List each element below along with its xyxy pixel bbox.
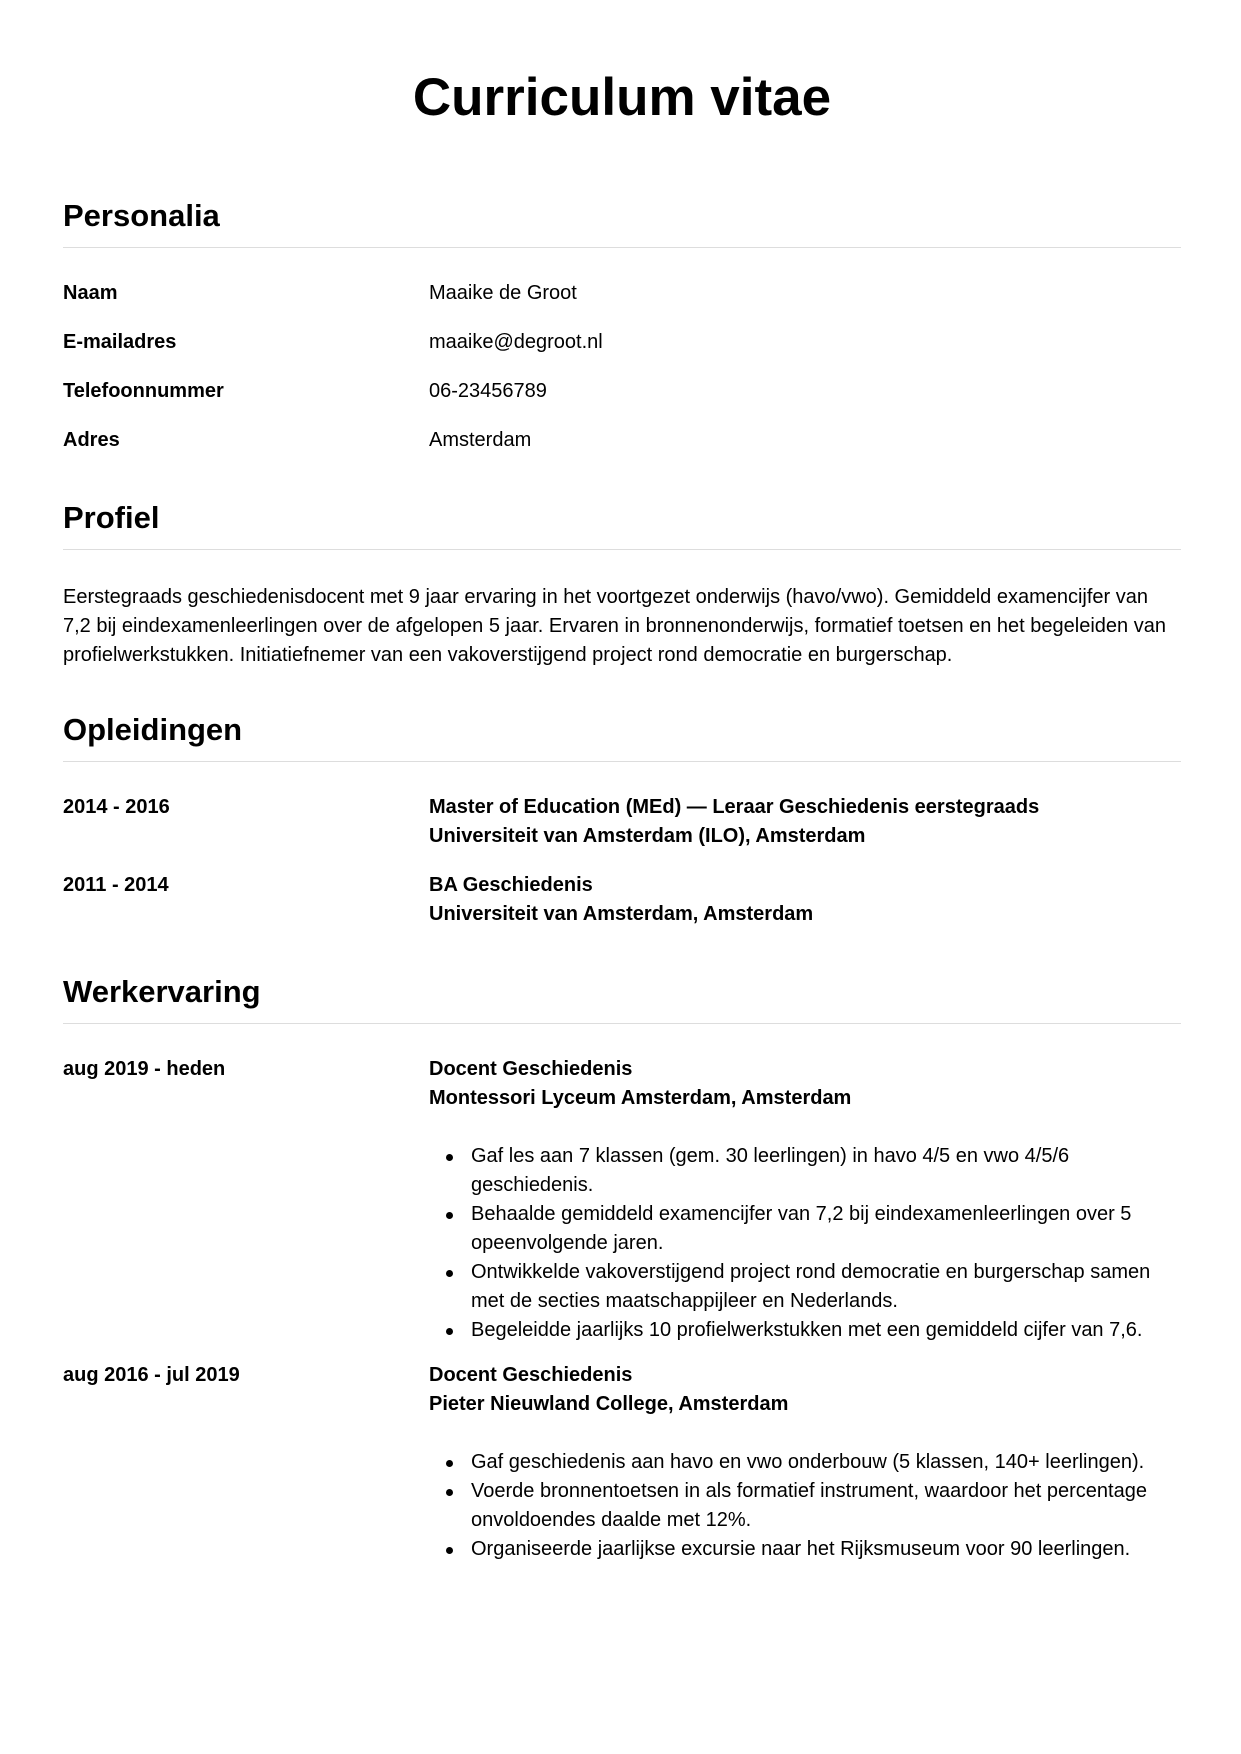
- education-degree: BA Geschiedenis: [429, 874, 593, 896]
- achievement-text: Begeleidde jaarlijks 10 profielwerkstukken met een gemiddeld cijfer van 7,6.: [471, 1319, 1143, 1341]
- work-details: [429, 1055, 1181, 1345]
- education-details: [429, 871, 1181, 929]
- personalia-row-address: [63, 425, 1181, 455]
- achievement-text: Ontwikkelde vakoverstijgend project rond democratie en burgerschap samen met de secties maatschappijleer en Nederlands.: [471, 1261, 1151, 1312]
- bullet-icon: [446, 1328, 453, 1335]
- list-item: [429, 1316, 1181, 1345]
- education-period: 2014 - 2016: [63, 796, 170, 818]
- list-item: [429, 1448, 1181, 1477]
- personalia-row-phone: [63, 376, 1181, 406]
- personalia-row-name: [63, 278, 1181, 308]
- section-divider: [63, 549, 1181, 550]
- bullet-icon: [446, 1212, 453, 1219]
- personalia-row-email: [63, 327, 1181, 357]
- work-period: aug 2016 - jul 2019: [63, 1364, 240, 1386]
- profile-summary: Eerstegraads geschiedenisdocent met 9 jaar ervaring in het voortgezet onderwijs (havo/vwo). Gemiddeld examencijfer van 7,2 bij eindexamenleerlingen over de afgelopen 5 jaar. Ervaren in bronnenonderwijs, formatief toetsen en het begeleiden van profielwerkstukken. Initiatiefnemer van een vakoverstijgend project rond democratie en burgerschap.: [63, 586, 1166, 666]
- personalia-value: Amsterdam: [429, 429, 532, 451]
- section-heading-werkervaring: Werkervaring: [63, 974, 261, 1009]
- bullet-icon: [446, 1460, 453, 1467]
- work-role: Docent Geschiedenis: [429, 1058, 633, 1080]
- work-role: Docent Geschiedenis: [429, 1364, 633, 1386]
- section-divider: [63, 1023, 1181, 1024]
- bullet-icon: [446, 1154, 453, 1161]
- section-heading-profiel: Profiel: [63, 500, 160, 535]
- education-institution: Universiteit van Amsterdam (ILO), Amsterdam: [429, 825, 866, 847]
- education-institution: Universiteit van Amsterdam, Amsterdam: [429, 903, 814, 925]
- work-achievements-list: [429, 1448, 1181, 1564]
- section-divider: [63, 761, 1181, 762]
- list-item: [429, 1142, 1181, 1200]
- list-item: [429, 1477, 1181, 1535]
- personalia-value: 06-23456789: [429, 380, 547, 402]
- personalia-value: Maaike de Groot: [429, 282, 577, 304]
- achievement-text: Gaf geschiedenis aan havo en vwo onderbouw (5 klassen, 140+ leerlingen).: [471, 1451, 1145, 1473]
- achievement-text: Behaalde gemiddeld examencijfer van 7,2 bij eindexamenleerlingen over 5 opeenvolgende jaren.: [471, 1203, 1132, 1254]
- document-title: Curriculum vitae: [412, 68, 832, 127]
- list-item: [429, 1258, 1181, 1316]
- achievement-text: Voerde bronnentoetsen in als formatief instrument, waardoor het percentage onvoldoendes daalde met 12%.: [471, 1480, 1147, 1531]
- bullet-icon: [446, 1270, 453, 1277]
- work-employer: Pieter Nieuwland College, Amsterdam: [429, 1393, 789, 1415]
- education-degree: Master of Education (MEd) — Leraar Geschiedenis eerstegraads: [429, 796, 1040, 818]
- bullet-icon: [446, 1489, 453, 1496]
- work-achievements-list: [429, 1142, 1181, 1345]
- achievement-text: Organiseerde jaarlijkse excursie naar het Rijksmuseum voor 90 leerlingen.: [471, 1538, 1131, 1560]
- personalia-label: Telefoonnummer: [63, 380, 224, 402]
- education-details: [429, 793, 1181, 851]
- work-period: aug 2019 - heden: [63, 1058, 226, 1080]
- section-heading-opleidingen: Opleidingen: [63, 712, 243, 747]
- work-details: [429, 1361, 1181, 1564]
- work-employer: Montessori Lyceum Amsterdam, Amsterdam: [429, 1087, 852, 1109]
- bullet-icon: [446, 1547, 453, 1554]
- section-heading-personalia: Personalia: [63, 198, 220, 233]
- education-period: 2011 - 2014: [63, 874, 169, 896]
- list-item: [429, 1535, 1181, 1564]
- personalia-value: maaike@degroot.nl: [429, 331, 603, 353]
- list-item: [429, 1200, 1181, 1258]
- personalia-label: Naam: [63, 282, 118, 304]
- achievement-text: Gaf les aan 7 klassen (gem. 30 leerlingen) in havo 4/5 en vwo 4/5/6 geschiedenis.: [471, 1145, 1070, 1196]
- personalia-label: E-mailadres: [63, 331, 177, 353]
- section-divider: [63, 247, 1181, 248]
- personalia-label: Adres: [63, 429, 120, 451]
